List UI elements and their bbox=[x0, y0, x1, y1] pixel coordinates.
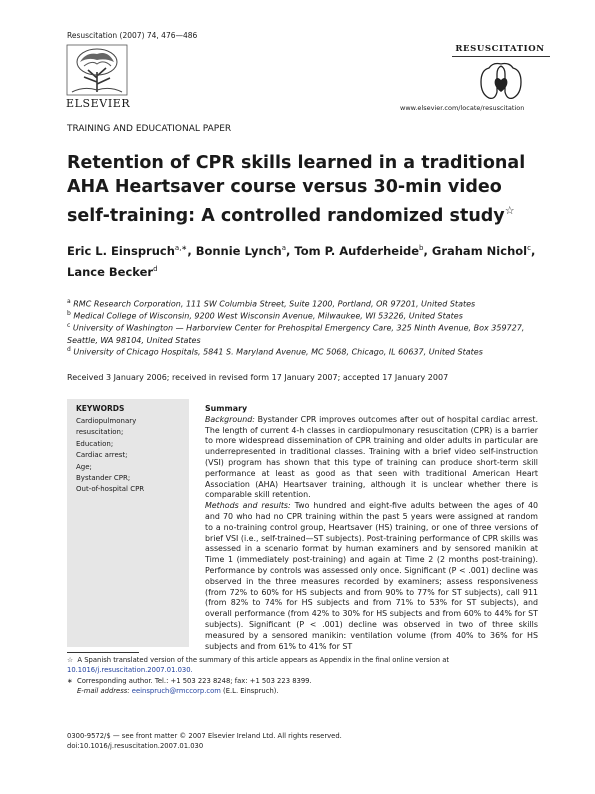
author-name: Lance Becker bbox=[67, 264, 154, 279]
author-separator: , bbox=[423, 243, 432, 258]
copyright-block bbox=[67, 731, 342, 751]
background-text: Bystander CPR improves outcomes after out of hospital cardiac arrest. The length of current 4-h classes in cardiopulmonary resuscitation (CPR) is a barrier to more widespread dissemination of CPR training and older adults in particular are underrepresented in traditional classes. Training with a brief video self-instruction (VSI) program has shown that this type of training can produce short-term skill performance at least as good as that seen with traditional American Heart Association (AHA) Heartsaver training, although it is unclear whether there is comparable skill retention. bbox=[205, 414, 538, 500]
footnote-rule bbox=[67, 652, 139, 653]
keyword-item: Age; bbox=[76, 462, 92, 471]
keyword-item: Cardiac arrest; bbox=[76, 451, 128, 460]
affiliation bbox=[67, 344, 547, 359]
footnote-translation bbox=[67, 656, 537, 675]
keywords-list bbox=[76, 416, 181, 496]
author-affil-link[interactable]: b bbox=[419, 244, 424, 252]
author-affil-link[interactable]: a bbox=[281, 244, 287, 252]
methods-label: Methods and results: bbox=[205, 501, 291, 511]
keyword-item: Out-of-hospital CPR bbox=[76, 485, 145, 494]
journal-name: RESUSCITATION bbox=[455, 44, 545, 54]
email-label: E-mail address: bbox=[77, 687, 130, 695]
affiliation-mark: a bbox=[67, 298, 71, 305]
keywords-heading: KEYWORDS bbox=[76, 404, 125, 413]
background-label: Background: bbox=[205, 414, 255, 424]
author-name: Tom P. Aufderheide bbox=[294, 243, 420, 258]
article-title bbox=[67, 151, 537, 228]
author-name: Bonnie Lynch bbox=[195, 243, 282, 258]
received-dates: Received 3 January 2006; received in revised form 17 January 2007; accepted 17 January 2007 bbox=[67, 373, 449, 382]
doi-line[interactable]: doi:10.1016/j.resuscitation.2007.01.030 bbox=[67, 742, 204, 750]
footnote-email bbox=[67, 687, 547, 697]
journal-url-link[interactable]: www.elsevier.com/locate/resuscitation bbox=[400, 104, 525, 112]
footnote-mark: ∗ bbox=[67, 677, 73, 685]
footnote-mark: ☆ bbox=[67, 656, 74, 664]
email-link[interactable]: eeinspruch@rmccorp.com bbox=[131, 687, 221, 695]
email-owner: (E.L. Einspruch). bbox=[223, 687, 279, 695]
author-separator: , bbox=[286, 243, 295, 258]
affiliation-text: University of Chicago Hospitals, 5841 S. Maryland Avenue, MC 5068, Chicago, IL 60637, United States bbox=[73, 347, 483, 357]
journal-rule bbox=[452, 56, 550, 57]
issn-line: 0300-9572/$ — see front matter © 2007 Elsevier Ireland Ltd. All rights reserved. bbox=[67, 732, 342, 740]
summary-background-paragraph bbox=[205, 415, 538, 501]
author-affil-link[interactable]: d bbox=[153, 264, 158, 273]
footnote-text: A Spanish translated version of the summary of this article appears as Appendix in the final online version at bbox=[77, 656, 450, 664]
title-footnote-mark[interactable]: ☆ bbox=[504, 204, 515, 217]
affiliation-mark: c bbox=[67, 322, 71, 329]
affiliation-mark: b bbox=[67, 310, 71, 317]
affiliation-mark: d bbox=[67, 346, 71, 353]
affiliation bbox=[67, 320, 547, 347]
keyword-item: Education; bbox=[76, 439, 114, 448]
keyword-item: Cardiopulmonary resuscitation; bbox=[76, 417, 137, 437]
footnote-text: Corresponding author. Tel.: +1 503 223 8248; fax: +1 503 223 8399. bbox=[77, 677, 312, 685]
methods-text: Two hundred and eight-five adults between the ages of 40 and 70 who had no CPR training within the past 5 years were assigned at random to a no-training control group, Heartsaver (HS) training, or one of three versions of brief VSI (i.e., self-trained—ST subjects). Post-training performance of CPR skills was assessed in a scenario format by human examiners and by sensored manikin at Time 1 (immediately post-training) and again at Time 2 (2 months post-training). Performance by controls was assessed only once. Significant (P < .001) decline was observed in the three measures recorded by examiners; assess responsiveness (from 72% to 60% for HS subjects and from 90% to 77% for ST subjects), call 911 (from 82% to 74% for HS subjects and from 71% to 53% for ST subjects), and overall performance (from 42% to 30% for HS subjects and from 60% to 44% for ST subjects). Significant (P < .001) decline was observed in two of three skills measured by a sensored manikin: ventilation volume (from 40% to 36% for HS subjects and from 61% to 41% for ST bbox=[205, 501, 538, 651]
author-affil-link[interactable]: a,∗ bbox=[174, 244, 188, 252]
author-affil-link[interactable]: c bbox=[527, 244, 531, 252]
author-separator: , bbox=[530, 243, 536, 258]
publisher-name: ELSEVIER bbox=[66, 97, 131, 110]
journal-heart-lungs-logo bbox=[473, 60, 529, 102]
affiliation-text: Medical College of Wisconsin, 9200 West Wisconsin Avenue, Milwaukee, WI 53226, United States bbox=[73, 311, 463, 321]
summary-methods-paragraph bbox=[205, 501, 538, 652]
journal-citation: Resuscitation (2007) 74, 476—486 bbox=[67, 31, 198, 40]
author-list bbox=[67, 239, 537, 281]
footnote-corresponding bbox=[67, 677, 537, 687]
footnote-doi-link[interactable]: 10.1016/j.resuscitation.2007.01.030. bbox=[67, 665, 193, 674]
section-label: TRAINING AND EDUCATIONAL PAPER bbox=[67, 124, 232, 134]
summary-heading: Summary bbox=[205, 404, 248, 413]
title-text: Retention of CPR skills learned in a traditional AHA Heartsaver course versus 30-min video self-training: A controlled randomized study bbox=[67, 153, 526, 226]
author-name: Eric L. Einspruch bbox=[67, 243, 175, 258]
author-separator: , bbox=[187, 243, 196, 258]
author-name: Graham Nichol bbox=[431, 243, 528, 258]
elsevier-tree-logo bbox=[66, 44, 128, 96]
affiliation-text: University of Washington — Harborview Center for Prehospital Emergency Care, 325 Ninth Avenue, Box 359727, Seattle, WA 98104, United States bbox=[67, 323, 525, 345]
abstract-summary bbox=[205, 404, 538, 652]
keyword-item: Bystander CPR; bbox=[76, 474, 131, 483]
affiliation-text: RMC Research Corporation, 111 SW Columbia Street, Suite 1200, Portland, OR 97201, United States bbox=[73, 299, 476, 309]
